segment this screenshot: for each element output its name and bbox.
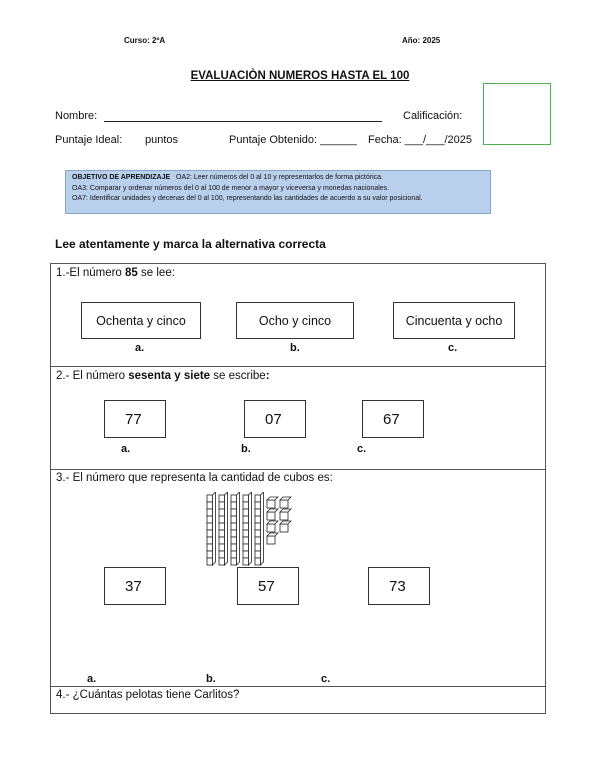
unit-cubes [267,497,291,544]
base-ten-cubes [201,492,301,570]
ten-rod-cube [231,502,237,509]
q1-option-c[interactable]: Cincuenta y ocho [393,302,515,339]
ten-rod-side [261,492,264,565]
date-field[interactable]: Fecha: ___/___/2025 [368,134,472,146]
question-2-colon: : [265,370,270,382]
ten-rod-cube [255,509,261,516]
grade-label: Calificación: [403,110,463,122]
question-4: 4.- ¿Cuántas pelotas tiene Carlitos? [56,689,240,701]
q2-option-a[interactable]: 77 [104,400,166,438]
question-1-suffix: se lee: [137,267,175,279]
row-divider [51,469,545,470]
q2-letter-a[interactable]: a. [121,443,131,455]
ten-rod-cube [207,544,213,551]
tens-rods [207,492,264,565]
q3-option-c[interactable]: 73 [368,567,430,605]
ten-rod-cube [207,523,213,530]
ten-rod-cube [219,530,225,537]
ten-rod-cube [255,516,261,523]
q1-letter-a[interactable]: a. [135,342,145,354]
ten-rod-cube [243,558,249,565]
ten-rod-cube [255,537,261,544]
ten-rod-cube [243,509,249,516]
unit-cube-top [267,497,278,500]
unit-cube [267,536,275,544]
q1-option-a[interactable]: Ochenta y cinco [81,302,201,339]
ten-rod-side [249,492,252,565]
page-title: EVALUACIÒN NUMEROS HASTA EL 100 [190,70,410,82]
course-label: Curso: 2ºA [124,36,166,45]
name-field[interactable] [104,121,382,122]
ten-rod-cube [207,516,213,523]
ten-rod-cube [207,495,213,502]
ten-rod-cube [255,495,261,502]
ten-rod-cube [219,551,225,558]
ten-rod-cube [255,544,261,551]
ten-rod-cube [255,502,261,509]
objective-heading: OBJETIVO DE APRENDIZAJE [72,174,171,181]
ten-rod-cube [243,523,249,530]
q3-option-a[interactable]: 37 [104,567,166,605]
row-divider [51,686,545,687]
ten-rod-cube [207,509,213,516]
ten-rod-cube [219,537,225,544]
ten-rod-cube [231,558,237,565]
ten-rod-cube [255,558,261,565]
ten-rod-side [225,492,228,565]
question-1 [56,267,175,279]
question-1-number: 85 [125,267,138,279]
question-1-prefix: 1.-El número [56,267,126,279]
ten-rod-cube [231,516,237,523]
q3-letter-c[interactable]: c. [321,673,331,685]
instruction: Lee atentamente y marca la alternativa correcta [55,237,326,251]
objective-oa7: OA7: Identificar unidades y decenas del 0 al 100, representando las cantidades de acuerdo a su valor posicional. [72,195,423,202]
ten-rod-cube [231,530,237,537]
ten-rod-cube [243,495,249,502]
ten-rod-cube [207,530,213,537]
unit-cube-top [267,533,278,536]
ten-rod-cube [231,537,237,544]
q2-letter-c[interactable]: c. [357,443,367,455]
points-label: puntos [145,134,179,146]
ten-rod-cube [255,551,261,558]
question-2 [56,370,270,382]
ten-rod-cube [219,544,225,551]
row-divider [51,366,545,367]
unit-cube [280,512,288,520]
ten-rod-cube [219,502,225,509]
q2-letter-b[interactable]: b. [241,443,251,455]
year-label: Año: 2025 [402,36,441,45]
ten-rod-cube [255,523,261,530]
question-2-bold: sesenta y siete [128,370,211,382]
name-label: Nombre: [55,110,98,122]
question-table [50,263,546,714]
q2-option-b[interactable]: 07 [244,400,306,438]
ten-rod-cube [219,523,225,530]
unit-cube-top [280,497,291,500]
objective-oa3: OA3: Comparar y ordenar números del 0 al 100 de menor a mayor y viceversa y monedas nacionales. [72,184,390,192]
objective-line-1 [72,173,484,184]
ideal-score-label: Puntaje Ideal: [55,134,123,146]
ten-rod-cube [231,509,237,516]
ten-rod-cube [207,502,213,509]
ten-rod-cube [243,544,249,551]
ten-rod-cube [255,530,261,537]
unit-cube-top [267,521,278,524]
question-2-prefix: 2.- El número [56,370,129,382]
ten-rod-cube [243,537,249,544]
question-2-suffix: se escribe [210,370,266,382]
unit-cube-top [280,509,291,512]
ten-rod-cube [231,523,237,530]
q3-option-b[interactable]: 57 [237,567,299,605]
ten-rod-cube [231,551,237,558]
ten-rod-cube [219,509,225,516]
ten-rod-cube [207,537,213,544]
unit-cube [267,512,275,520]
q2-option-c[interactable]: 67 [362,400,424,438]
q3-letter-a[interactable]: a. [87,673,97,685]
q1-option-b[interactable]: Ocho y cinco [236,302,354,339]
ten-rod-cube [243,502,249,509]
ten-rod-cube [219,558,225,565]
ten-rod-cube [231,544,237,551]
q1-letter-c[interactable]: c. [448,342,458,354]
ten-rod-side [213,492,216,565]
unit-cube [280,500,288,508]
ten-rod-cube [243,516,249,523]
ten-rod-cube [231,495,237,502]
ten-rod-cube [219,495,225,502]
ten-rod-cube [219,516,225,523]
ten-rod-cube [243,551,249,558]
obtained-score-field[interactable]: Puntaje Obtenido: ______ [229,134,357,146]
unit-cube-top [267,509,278,512]
question-3: 3.- El número que representa la cantidad de cubos es: [56,472,333,484]
ten-rod-cube [207,558,213,565]
ten-rod-side [237,492,240,565]
unit-cube [267,524,275,532]
objective-oa2: OA2: Leer números del 0 al 10 y representarlos de forma pictórica. [176,174,383,181]
q1-letter-b[interactable]: b. [290,342,300,354]
unit-cube-top [280,521,291,524]
grade-box[interactable] [483,83,551,145]
unit-cube [280,524,288,532]
ten-rod-cube [243,530,249,537]
q3-letter-b[interactable]: b. [206,673,216,685]
objective-box [65,170,491,214]
ten-rod-cube [207,551,213,558]
unit-cube [267,500,275,508]
